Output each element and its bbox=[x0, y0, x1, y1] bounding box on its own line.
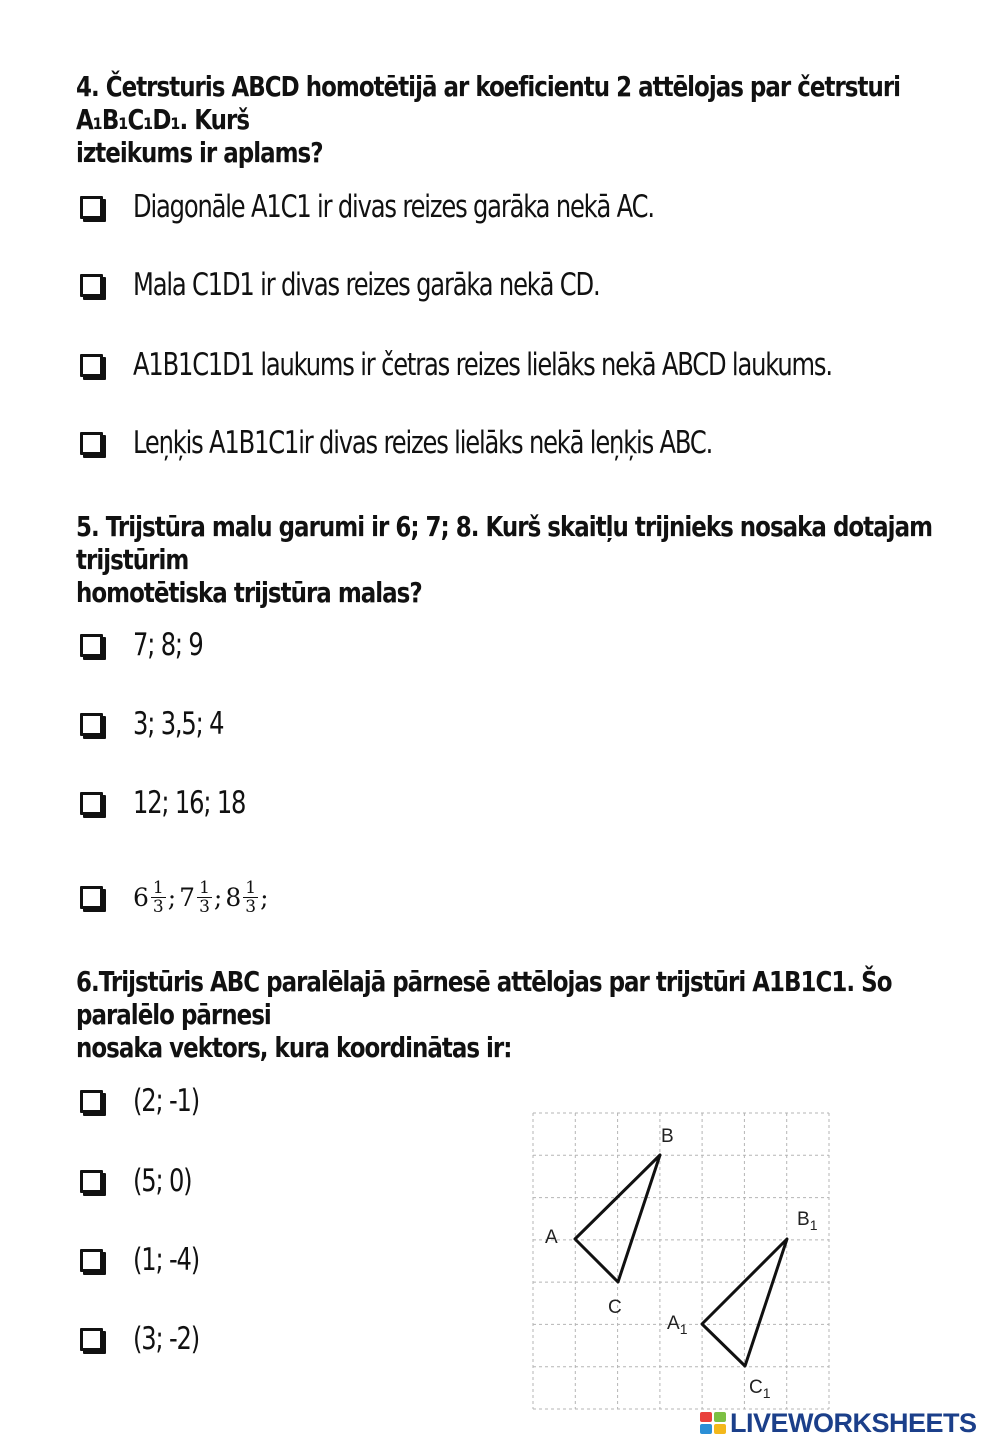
question-4-line-1: 4. Četrsturis ABCD homotētijā ar koeficientu 2 attēlojas par četrsturi A₁B₁C₁D₁. Kurš bbox=[76, 70, 901, 136]
label-a1-sub: 1 bbox=[679, 1321, 688, 1337]
whole-number: 6 bbox=[133, 882, 149, 912]
question-6-line-2: nosaka vektors, kura koordinātas ir: bbox=[76, 1031, 512, 1064]
question-6-text bbox=[76, 965, 945, 1064]
q6-option-1[interactable] bbox=[80, 1081, 218, 1121]
checkbox[interactable] bbox=[80, 196, 103, 219]
question-5-line-2: homotētiska trijstūra malas? bbox=[76, 576, 422, 609]
checkbox[interactable] bbox=[80, 886, 103, 909]
label-a1 bbox=[667, 1313, 688, 1337]
q5-option-3-label: 12; 16; 18 bbox=[133, 785, 246, 821]
q4-option-3-label: A1B1C1D1 laukums ir četras reizes lielāks nekā ABCD laukums. bbox=[133, 347, 832, 383]
q5-option-2-label: 3; 3,5; 4 bbox=[133, 706, 224, 742]
numerator: 1 bbox=[152, 877, 164, 898]
checkbox[interactable] bbox=[80, 1249, 103, 1272]
checkbox[interactable] bbox=[80, 432, 103, 455]
question-4-line-2: izteikums ir aplams? bbox=[76, 136, 323, 169]
q4-option-4[interactable] bbox=[80, 423, 875, 463]
q5-option-1-label: 7; 8; 9 bbox=[133, 627, 203, 663]
q6-option-4-label: (3; -2) bbox=[133, 1321, 200, 1357]
checkbox[interactable] bbox=[80, 354, 103, 377]
numerator: 1 bbox=[245, 877, 257, 898]
fraction bbox=[197, 879, 212, 916]
q5-option-4[interactable] bbox=[80, 872, 269, 922]
liveworksheets-logo bbox=[700, 1407, 977, 1438]
q6-option-4[interactable] bbox=[80, 1319, 218, 1359]
checkbox[interactable] bbox=[80, 792, 103, 815]
grid-figure-svg bbox=[533, 1113, 829, 1409]
checkbox[interactable] bbox=[80, 713, 103, 736]
q4-option-1-label: Diagonāle A1C1 ir divas reizes garāka nekā AC. bbox=[133, 189, 654, 225]
terminator: ; bbox=[260, 882, 269, 912]
question-4-text bbox=[76, 70, 945, 169]
checkbox[interactable] bbox=[80, 1328, 103, 1351]
logo-mark-icon bbox=[700, 1412, 726, 1434]
checkbox[interactable] bbox=[80, 1170, 103, 1193]
checkbox[interactable] bbox=[80, 274, 103, 297]
label-b: B bbox=[661, 1126, 674, 1147]
label-c1 bbox=[749, 1377, 771, 1401]
checkbox[interactable] bbox=[80, 634, 103, 657]
label-b1 bbox=[797, 1209, 818, 1233]
q4-option-2-label: Mala C1D1 ir divas reizes garāka nekā CD. bbox=[133, 267, 600, 303]
q4-option-2[interactable] bbox=[80, 265, 731, 305]
fraction bbox=[243, 879, 258, 916]
question-5-line-1: 5. Trijstūra malu garumi ir 6; 7; 8. Kurš skaitļu trijnieks nosaka dotajam trijstūrim bbox=[76, 510, 933, 576]
denominator: 3 bbox=[245, 896, 257, 917]
q6-option-3-label: (1; -4) bbox=[133, 1242, 200, 1278]
denominator: 3 bbox=[152, 896, 164, 917]
q6-option-2-label: (5; 0) bbox=[133, 1163, 192, 1199]
whole-number: 8 bbox=[225, 882, 242, 912]
fraction bbox=[151, 879, 166, 916]
separator: ; bbox=[213, 882, 223, 912]
q4-option-3[interactable] bbox=[80, 345, 1000, 385]
label-c1-letter: C bbox=[749, 1377, 763, 1398]
label-c: C bbox=[608, 1297, 622, 1318]
label-b1-letter: B bbox=[797, 1209, 810, 1230]
translation-figure bbox=[533, 1113, 829, 1409]
logo-text: LIVEWORKSHEETS bbox=[730, 1407, 977, 1438]
q6-option-1-label: (2; -1) bbox=[133, 1083, 200, 1119]
checkbox[interactable] bbox=[80, 1090, 103, 1113]
denominator: 3 bbox=[199, 896, 210, 917]
q5-option-4-label bbox=[133, 879, 269, 916]
q5-option-1[interactable] bbox=[80, 625, 222, 665]
q5-option-3[interactable] bbox=[80, 783, 277, 823]
q6-option-3[interactable] bbox=[80, 1240, 218, 1280]
label-a1-letter: A bbox=[667, 1313, 680, 1334]
question-6-line-1: 6.Trijstūris ABC paralēlajā pārnesē attēlojas par trijstūri A1B1C1. Šo paralēlo pārnesi bbox=[76, 965, 892, 1031]
grid-lines bbox=[533, 1113, 829, 1409]
q4-option-1[interactable] bbox=[80, 187, 801, 227]
numerator: 1 bbox=[199, 877, 210, 898]
whole-number: 7 bbox=[179, 882, 196, 912]
separator: ; bbox=[167, 882, 177, 912]
q5-option-2[interactable] bbox=[80, 704, 249, 744]
label-c1-sub: 1 bbox=[762, 1385, 771, 1401]
q6-option-2[interactable] bbox=[80, 1161, 208, 1201]
q4-option-4-label: Leņķis A1B1C1ir divas reizes lielāks nekā leņķis ABC. bbox=[133, 425, 713, 461]
label-b1-sub: 1 bbox=[809, 1217, 818, 1233]
label-a: A bbox=[545, 1227, 558, 1248]
question-5-text bbox=[76, 510, 945, 609]
